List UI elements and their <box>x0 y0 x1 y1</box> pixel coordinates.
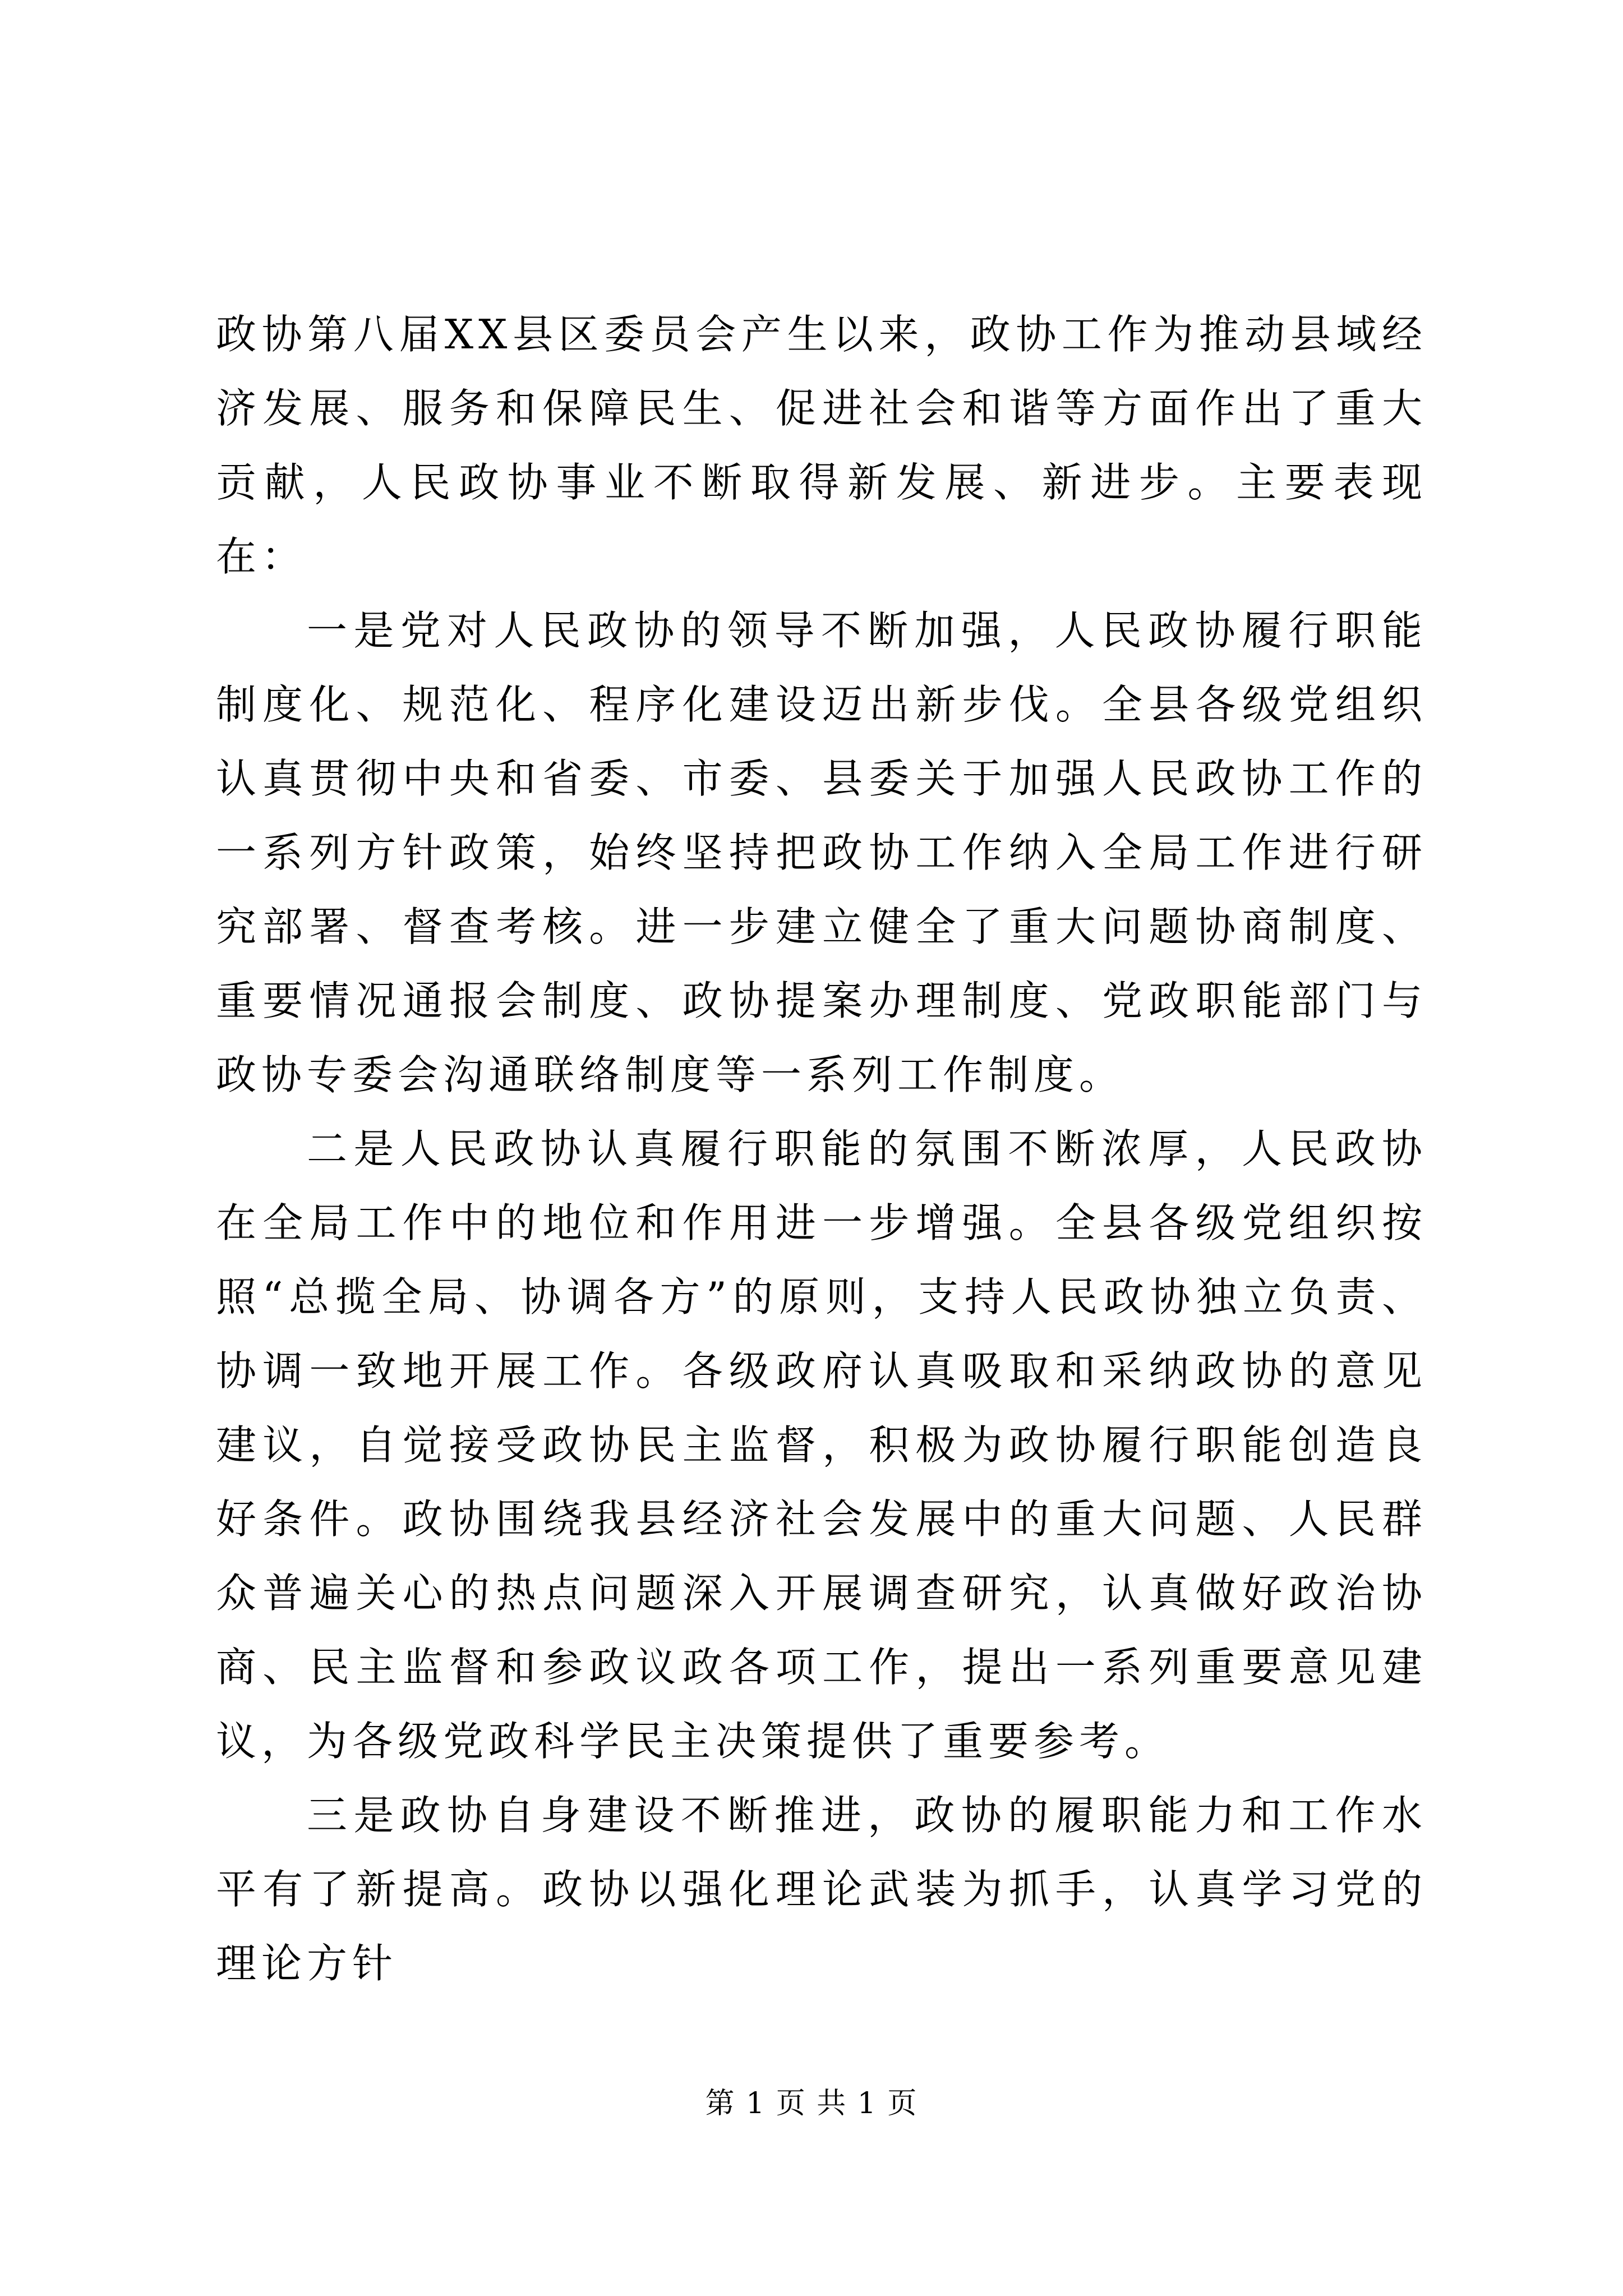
paragraph-point-one: 一是党对人民政协的领导不断加强，人民政协履行职能制度化、规范化、程序化建设迈出新步伐。全县各级党组织认真贯彻中央和省委、市委、县委关于加强人民政协工作的一系列方针政策，始终坚持把政协工作纳入全局工作进行研究部署、督查考核。进一步建立健全了重大问题协商制度、重要情况通报会制度、政协提案办理制度、党政职能部门与政协专委会沟通联络制度等一系列工作制度。 <box>216 607 1427 1098</box>
paragraph-point-three: 三是政协自身建设不断推进，政协的履职能力和工作水平有了新提高。政协以强化理论武装为抓手，认真学习党的理论方针 <box>216 1792 1427 1987</box>
page-number-footer: 第 1 页 共 1 页 <box>705 2087 918 2120</box>
paragraph-point-two: 二是人民政协认真履行职能的氛围不断浓厚，人民政协在全局工作中的地位和作用进一步增强。全县各级党组织按照“总揽全局、协调各方”的原则，支持人民政协独立负责、协调一致地开展工作。各级政府认真吸取和采纳政协的意见建议，自觉接受政协民主监督，积极为政协履行职能创造良好条件。政协围绕我县经济社会发展中的重大问题、人民群众普遍关心的热点问题深入开展调查研究，认真做好政治协商、民主监督和参政议政各项工作，提出一系列重要意见建议，为各级党政科学民主决策提供了重要参考。 <box>216 1125 1427 1765</box>
document-body <box>216 297 1427 2000</box>
paragraph-intro: 政协第八届XX县区委员会产生以来，政协工作为推动县域经济发展、服务和保障民生、促进社会和谐等方面作出了重大贡献，人民政协事业不断取得新发展、新进步。主要表现在： <box>216 311 1427 580</box>
